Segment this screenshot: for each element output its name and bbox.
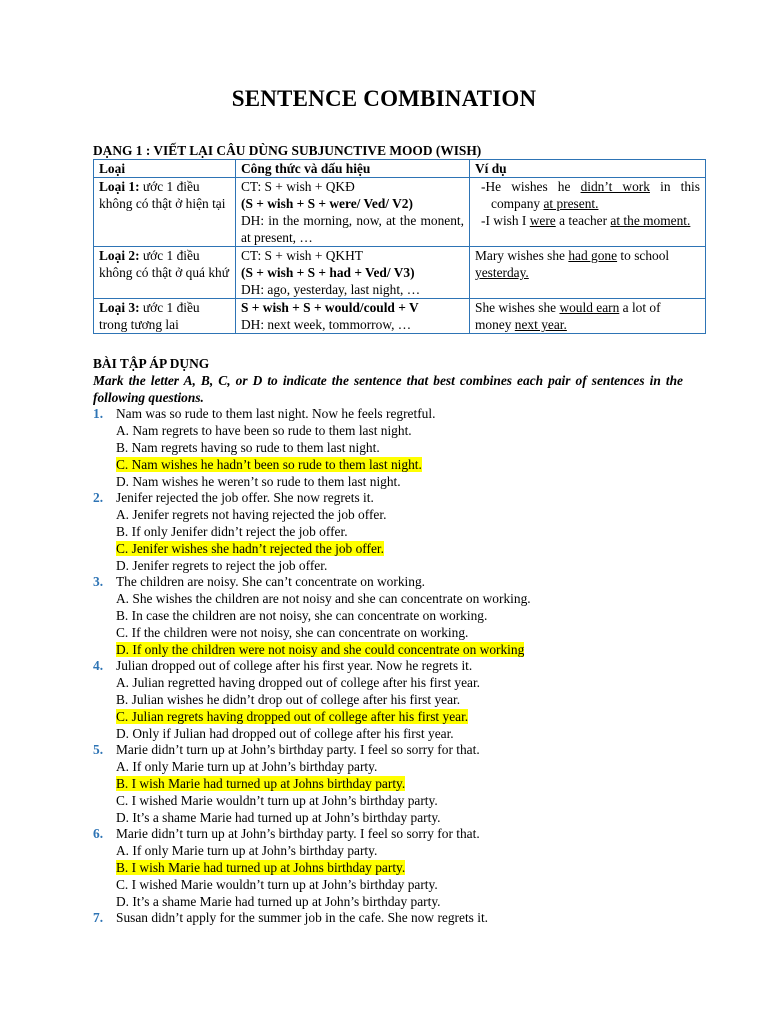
type-label: Loại 2: [99,248,140,263]
option-c[interactable]: C. I wished Marie wouldn’t turn up at John’s birthday party. [116,876,438,892]
signal-words: DH: next week, tommorrow, … [241,317,412,332]
question-number: 5. [93,742,104,758]
page-title: SENTENCE COMBINATION [231,86,537,111]
option-b[interactable]: B. If only Jenifer didn’t reject the job offer. [116,523,348,539]
type-label: Loại 1: [99,179,140,194]
table-row [94,247,706,299]
option-c-answer[interactable]: C. Nam wishes he hadn’t been so rude to them last night. [116,456,422,472]
formula-line: CT: S + wish + QKHT [241,248,363,263]
question-number: 2. [93,490,104,506]
header-example: Ví dụ [470,160,706,178]
question-stem: Marie didn’t turn up at John’s birthday party. I feel so sorry for that. [116,742,480,758]
example-cell: She wishes she would earn a lot of money next year. [470,299,706,334]
option-c[interactable]: C. I wished Marie wouldn’t turn up at John’s birthday party. [116,792,438,808]
type-cell [94,247,236,299]
option-b[interactable]: B. Julian wishes he didn’t drop out of college after his first year. [116,691,461,707]
question-number: 7. [93,910,104,926]
question-stem: Susan didn’t apply for the summer job in the cafe. She now regrets it. [116,910,489,926]
option-a[interactable]: A. If only Marie turn up at John’s birthday party. [116,759,378,775]
formula-cell [236,178,470,247]
question-number: 3. [93,574,104,590]
type-desc: ước 1 điều trong tương lai [99,300,200,332]
grammar-table [93,159,706,334]
question-stem: Jenifer rejected the job offer. She now regrets it. [116,490,374,506]
table-header-row [94,160,706,178]
example-cell: Mary wishes she had gone to school yesterday. [470,247,706,299]
instruction-text: Mark the letter A, B, C, or D to indicate the sentence that best combines each pair of sentences in the following questions. [93,372,683,405]
question-stem: Nam was so rude to them last night. Now he feels regretful. [116,406,436,422]
option-a[interactable]: A. Julian regretted having dropped out of college after his first year. [116,675,481,691]
question-number: 4. [93,658,104,674]
section-heading: DẠNG 1 : VIẾT LẠI CÂU DÙNG SUBJUNCTIVE MOOD (WISH) [93,143,482,158]
signal-words: DH: ago, yesterday, last night, … [241,282,421,297]
table-row [94,299,706,334]
formula-cell [236,247,470,299]
option-b[interactable]: B. In case the children are not noisy, she can concentrate on working. [116,607,488,623]
type-cell [94,299,236,334]
question-6 [93,826,683,843]
example-item: -He wishes he didn’t work in this company at present. [481,179,700,211]
type-desc: ước 1 điều không có thật ở quá khứ [99,248,229,280]
option-d[interactable]: D. Jenifer regrets to reject the job offer. [116,557,328,573]
question-number: 6. [93,826,104,842]
example-cell [470,178,706,247]
option-c-answer[interactable]: C. Julian regrets having dropped out of college after his first year. [116,708,469,724]
question-7 [93,910,683,927]
option-b-answer[interactable]: B. I wish Marie had turned up at Johns birthday party. [116,775,406,791]
option-a[interactable]: A. If only Marie turn up at John’s birthday party. [116,843,378,859]
option-d-answer[interactable]: D. If only the children were not noisy and she could concentrate on working [116,641,525,657]
option-c[interactable]: C. If the children were not noisy, she can concentrate on working. [116,624,469,640]
type-label: Loại 3: [99,300,140,315]
option-d[interactable]: D. Only if Julian had dropped out of college after his first year. [116,725,454,741]
option-b[interactable]: B. Nam regrets having so rude to them last night. [116,439,380,455]
example-item: -I wish I were a teacher at the moment. [481,213,691,228]
option-b-answer[interactable]: B. I wish Marie had turned up at Johns birthday party. [116,859,406,875]
question-stem: Marie didn’t turn up at John’s birthday party. I feel so sorry for that. [116,826,480,842]
option-d[interactable]: D. It’s a shame Marie had turned up at John’s birthday party. [116,893,441,909]
question-5 [93,742,683,759]
question-number: 1. [93,406,104,422]
practice-section [93,356,683,927]
question-3 [93,574,683,591]
header-type: Loại [94,160,236,178]
practice-heading: BÀI TẬP ÁP DỤNG [93,356,210,371]
option-a[interactable]: A. Jenifer regrets not having rejected the job offer. [116,507,387,523]
option-c-answer[interactable]: C. Jenifer wishes she hadn’t rejected the job offer. [116,540,384,556]
type-cell [94,178,236,247]
option-d[interactable]: D. Nam wishes he weren’t so rude to them last night. [116,473,401,489]
signal-words: DH: in the morning, now, at the monent, at present, … [241,213,464,245]
formula-cell [236,299,470,334]
option-a[interactable]: A. She wishes the children are not noisy and she can concentrate on working. [116,591,531,607]
formula-structure: (S + wish + S + were/ Ved/ V2) [241,196,413,211]
question-2 [93,490,683,507]
option-d[interactable]: D. It’s a shame Marie had turned up at John’s birthday party. [116,809,441,825]
type-desc: ước 1 điều không có thật ở hiện tại [99,179,226,211]
formula-structure: S + wish + S + would/could + V [241,300,419,315]
table-row [94,178,706,247]
option-a[interactable]: A. Nam regrets to have been so rude to them last night. [116,423,412,439]
question-4 [93,658,683,675]
formula-structure: (S + wish + S + had + Ved/ V3) [241,265,415,280]
header-formula: Công thức và dấu hiệu [236,160,470,178]
question-stem: The children are noisy. She can’t concentrate on working. [116,574,425,590]
question-stem: Julian dropped out of college after his first year. Now he regrets it. [116,658,473,674]
formula-line: CT: S + wish + QKĐ [241,179,355,194]
question-1 [93,406,683,423]
